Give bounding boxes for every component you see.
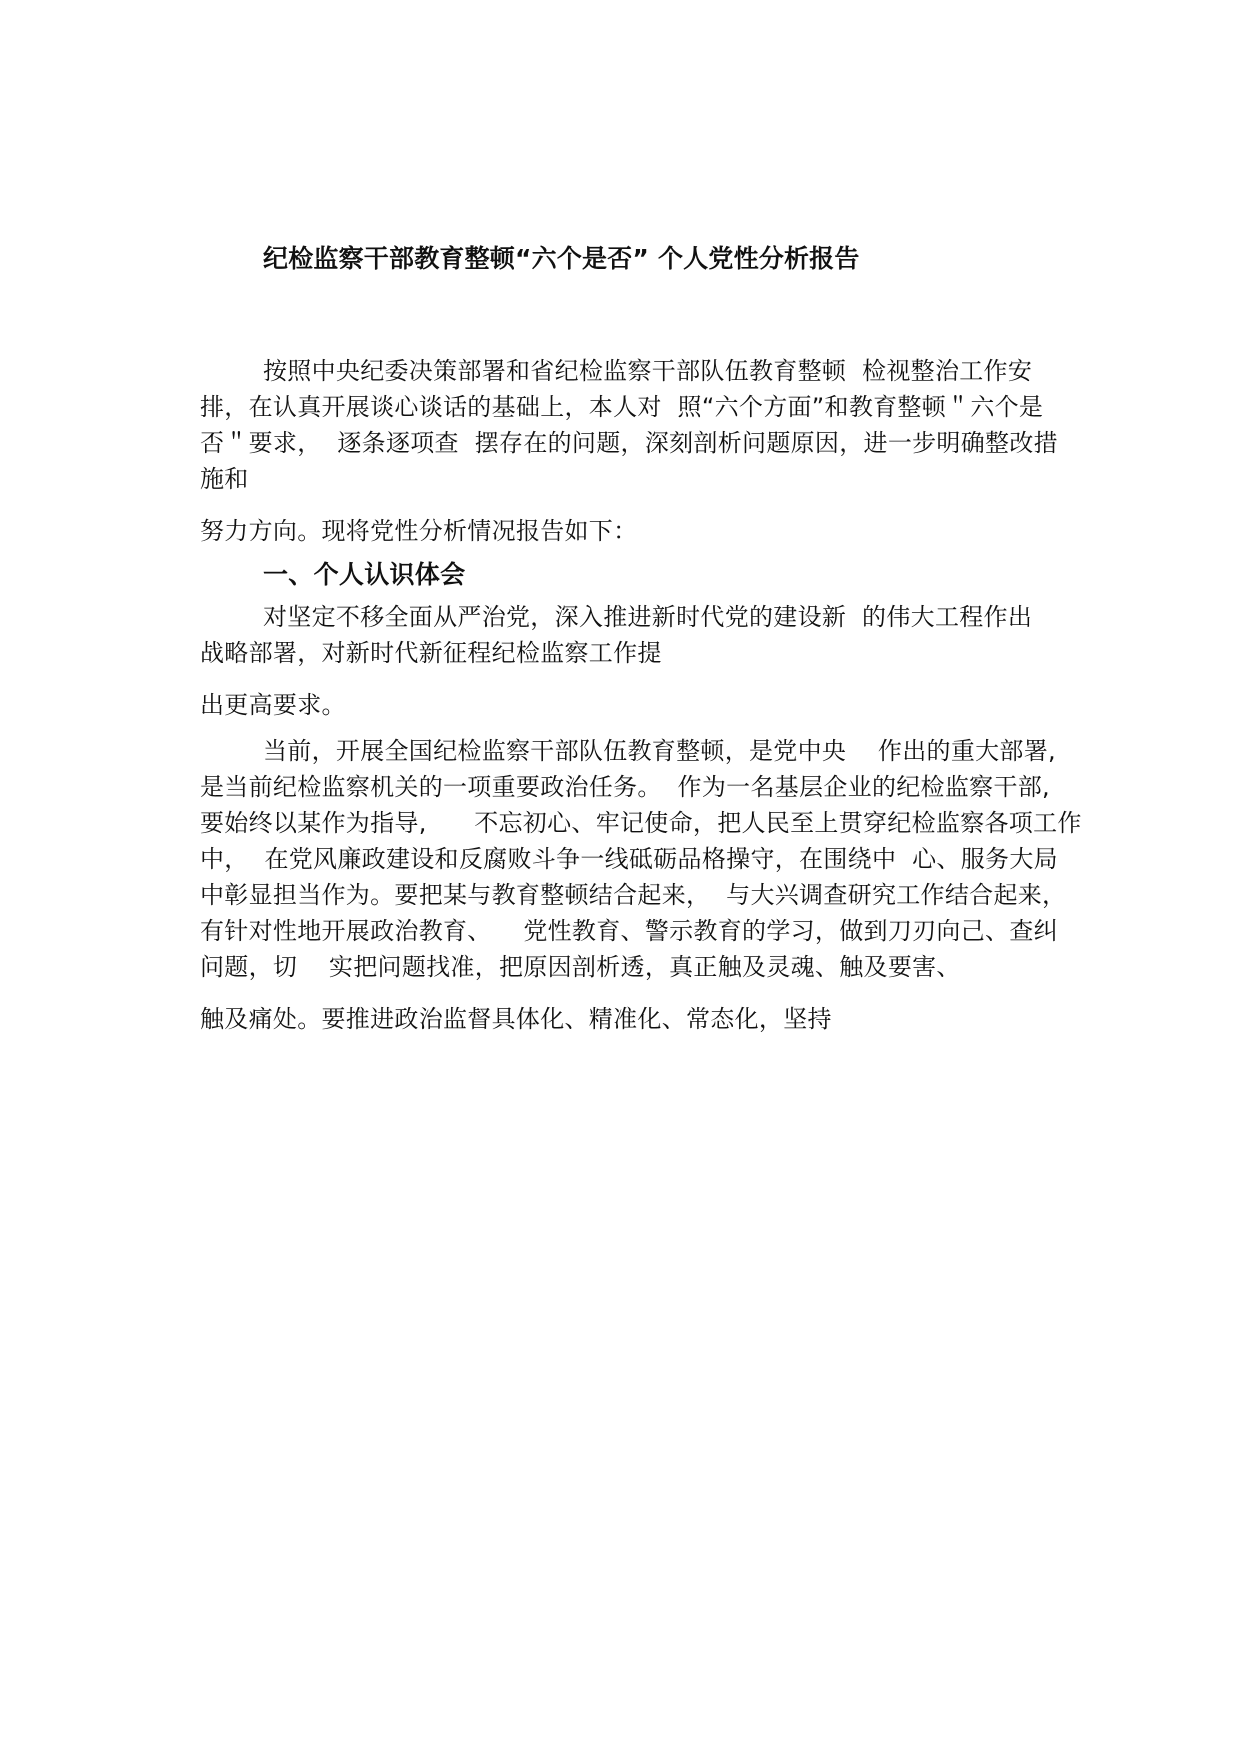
document-title: 纪检监察干部教育整顿“六个是否” 个人党性分析报告 <box>263 244 860 273</box>
paragraph-1-line-4: 施和 <box>200 465 249 493</box>
paragraph-3-line-1: 当前，开展全国纪检监察干部队伍教育整顿，是党中央 作出的重大部署, <box>263 737 1056 765</box>
paragraph-1-line-3: 否＂要求， 逐条逐项查 摆存在的问题，深刻剖析问题原因，进一步明确整改措 <box>200 429 1058 457</box>
section-1-heading: 一、个人认识体会 <box>263 560 466 589</box>
paragraph-3-line-6: 有针对性地开展政治教育、 党性教育、警示教育的学习，做到刀刃向己、查纠 <box>200 917 1058 945</box>
paragraph-1-tail: 努力方向。现将党性分析情况报告如下： <box>200 517 638 545</box>
paragraph-3-line-2: 是当前纪检监察机关的一项重要政治任务。 作为一名基层企业的纪检监察干部, <box>200 773 1050 801</box>
paragraph-3-line-3: 要始终以某作为指导, 不忘初心、牢记使命，把人民至上贯穿纪检监察各项工作 <box>200 809 1082 837</box>
paragraph-2-tail: 出更高要求。 <box>200 691 346 719</box>
paragraph-1-line-1: 按照中央纪委决策部署和省纪检监察干部队伍教育整顿 检视整治工作安 <box>263 357 1033 385</box>
paragraph-3-line-7: 问题，切 实把问题找准，把原因剖析透，真正触及灵魂、触及要害、 <box>200 953 961 981</box>
paragraph-2-line-1: 对坚定不移全面从严治党，深入推进新时代党的建设新 的伟大工程作出 <box>263 603 1033 631</box>
paragraph-3-tail: 触及痛处。要推进政治监督具体化、精准化、常态化，坚持 <box>200 1005 832 1033</box>
paragraph-2-line-2: 战略部署，对新时代新征程纪检监察工作提 <box>200 639 662 667</box>
paragraph-1-line-2: 排，在认真开展谈心谈话的基础上，本人对 照“六个方面”和教育整顿＂六个是 <box>200 393 1044 421</box>
paragraph-3-line-4: 中， 在党风廉政建设和反腐败斗争一线砥砺品格操守，在围绕中 心、服务大局 <box>200 845 1058 873</box>
paragraph-3-line-5: 中彰显担当作为。要把某与教育整顿结合起来， 与大兴调查研究工作结合起来， <box>200 881 1067 909</box>
